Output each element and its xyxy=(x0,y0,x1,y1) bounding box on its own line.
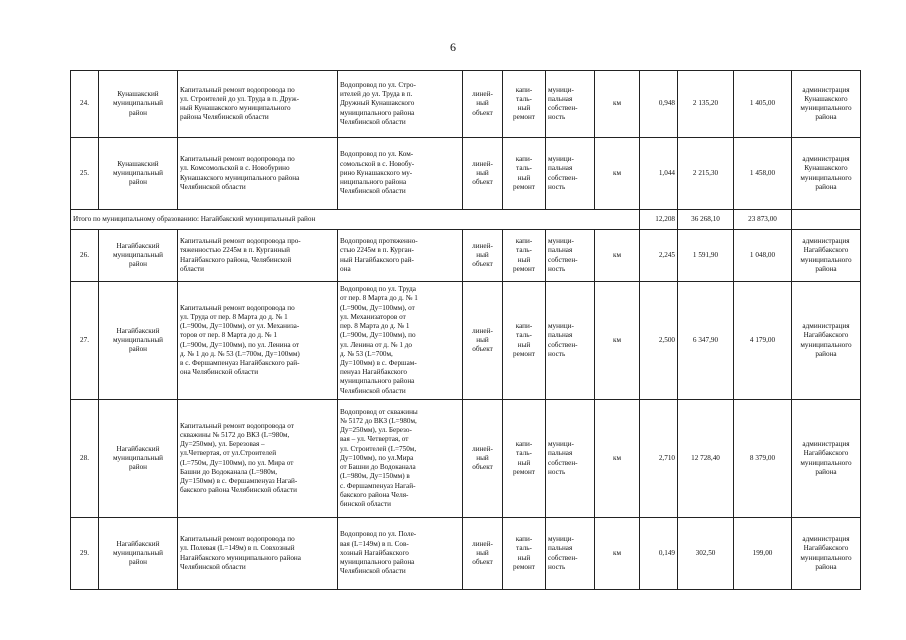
cost-budget-cell: 1 405,00 xyxy=(734,71,792,138)
cost-total-cell: 12 728,40 xyxy=(678,400,734,518)
unit-cell: км xyxy=(595,71,640,138)
unit-cell: км xyxy=(595,230,640,282)
object-type-cell: линей- ный объект xyxy=(463,138,503,210)
table-row xyxy=(71,71,861,138)
municipality-cell: Кунашакский муниципальный район xyxy=(99,138,178,210)
ownership-cell: муници- пальная собствен- ность xyxy=(546,400,595,518)
object-type-cell: линей- ный объект xyxy=(463,71,503,138)
unit-cell: км xyxy=(595,400,640,518)
customer-cell: администрация Кунашакского муниципального района xyxy=(792,138,861,210)
subtotal-empty xyxy=(792,210,861,230)
ownership-cell: муници- пальная собствен- ность xyxy=(546,230,595,282)
municipality-cell: Нагайбакский муниципальный район xyxy=(99,400,178,518)
ownership-cell: муници- пальная собствен- ность xyxy=(546,518,595,590)
row-number: 29. xyxy=(71,518,99,590)
object-name-cell: Водопровод от скважины № 5172 до ВКЗ (L=980м, Ду=250мм), ул. Березо- вая – ул. Четвертая, от ул. Строителей (L=750м, Ду=100мм), по ул.Мира от Башни до Водоканала (L=980м, Ду=150мм) в с. Фершампенуаз Нагай- бакского района Челя- бинской области xyxy=(338,400,463,518)
municipality-cell: Нагайбакский муниципальный район xyxy=(99,518,178,590)
subtotal-row xyxy=(71,210,861,230)
object-type-cell: линей- ный объект xyxy=(463,518,503,590)
object-name-cell: Водопровод протяженно- стью 2245м в п. Курган- ный Нагайбакского рай- она xyxy=(338,230,463,282)
length-cell: 2,500 xyxy=(640,282,678,400)
customer-cell: администрация Кунашакского муниципального района xyxy=(792,71,861,138)
cost-total-cell: 6 347,90 xyxy=(678,282,734,400)
object-name-cell: Водопровод по ул. Стро- ителей до ул. Труда в п. Дружный Кунашакского муниципального района Челябинской области xyxy=(338,71,463,138)
work-description-cell: Капитальный ремонт водопровода по ул. Комсомольской в с. Новобурино Кунашакского муниципального района Челябинской области xyxy=(178,138,338,210)
municipality-cell: Кунашакский муниципальный район xyxy=(99,71,178,138)
work-description-cell: Капитальный ремонт водопровода про- тяженностью 2245м в п. Курганный Нагайбакского района, Челябинской области xyxy=(178,230,338,282)
subtotal-length: 12,208 xyxy=(640,210,678,230)
work-description-cell: Капитальный ремонт водопровода по ул. Труда от пер. 8 Марта до д. № 1 (L=900м, Ду=100мм), от ул. Механиза- торов от пер. 8 Марта до д. № 1 (L=900м, Ду=100мм), по ул. Ленина от д. № 1 до д. № 53 (L=700м, Ду=100мм) в с. Фершампенуаз Нагайбакского рай- она Челябинской области xyxy=(178,282,338,400)
municipality-cell: Нагайбакский муниципальный район xyxy=(99,230,178,282)
work-type-cell: капи- таль- ный ремонт xyxy=(503,230,546,282)
cost-budget-cell: 199,00 xyxy=(734,518,792,590)
length-cell: 2,710 xyxy=(640,400,678,518)
work-description-cell: Капитальный ремонт водопровода по ул. Строителей до ул. Труда в п. Друж- ный Кунашакского муниципального района Челябинской области xyxy=(178,71,338,138)
table-row xyxy=(71,282,861,400)
length-cell: 2,245 xyxy=(640,230,678,282)
object-name-cell: Водопровод по ул. Труда от пер. 8 Марта до д. № 1 (L=900м, Ду=100мм), от ул. Механизаторов от пер. 8 Марта до д. № 1 (L=900м, Ду=100мм), по ул. Ленина от д. № 1 до д. № 53 (L=700м, Ду=100мм) в с. Фершам- пенуаз Нагайбакского муниципального района Челябинской области xyxy=(338,282,463,400)
row-number: 24. xyxy=(71,71,99,138)
cost-total-cell: 1 591,90 xyxy=(678,230,734,282)
table-row xyxy=(71,230,861,282)
ownership-cell: муници- пальная собствен- ность xyxy=(546,138,595,210)
object-type-cell: линей- ный объект xyxy=(463,400,503,518)
cost-budget-cell: 1 458,00 xyxy=(734,138,792,210)
row-number: 26. xyxy=(71,230,99,282)
unit-cell: км xyxy=(595,518,640,590)
object-name-cell: Водопровод по ул. Ком- сомольской в с. Новобу- рино Кунашакского му- ниципального района Челябинской области xyxy=(338,138,463,210)
page-number: 6 xyxy=(450,40,456,54)
unit-cell: км xyxy=(595,138,640,210)
objects-table xyxy=(70,70,861,590)
work-description-cell: Капитальный ремонт водопровода от скважины № 5172 до ВКЗ (L=980м, Ду=250мм), ул. Березовая – ул.Четвертая, от ул.Строителей (L=750м, Ду=100мм), по ул. Мира от Башни до Водоканала (L=980м, Ду=150мм) в с. Фершампенуаз Нагай- бакского района Челябинской области xyxy=(178,400,338,518)
row-number: 27. xyxy=(71,282,99,400)
subtotal-cost-budget: 23 873,00 xyxy=(734,210,792,230)
work-type-cell: капи- таль- ный ремонт xyxy=(503,282,546,400)
length-cell: 0,149 xyxy=(640,518,678,590)
cost-budget-cell: 1 048,00 xyxy=(734,230,792,282)
cost-total-cell: 2 215,30 xyxy=(678,138,734,210)
customer-cell: администрация Нагайбакского муниципального района xyxy=(792,518,861,590)
customer-cell: администрация Нагайбакского муниципального района xyxy=(792,400,861,518)
cost-budget-cell: 4 179,00 xyxy=(734,282,792,400)
table-row xyxy=(71,518,861,590)
subtotal-cost-total: 36 268,10 xyxy=(678,210,734,230)
subtotal-label: Итого по муниципальному образованию: Нагайбакский муниципальный район xyxy=(71,210,640,230)
row-number: 25. xyxy=(71,138,99,210)
work-type-cell: капи- таль- ный ремонт xyxy=(503,138,546,210)
ownership-cell: муници- пальная собствен- ность xyxy=(546,71,595,138)
cost-budget-cell: 8 379,00 xyxy=(734,400,792,518)
ownership-cell: муници- пальная собствен- ность xyxy=(546,282,595,400)
cost-total-cell: 2 135,20 xyxy=(678,71,734,138)
length-cell: 0,948 xyxy=(640,71,678,138)
length-cell: 1,044 xyxy=(640,138,678,210)
object-name-cell: Водопровод по ул. Поле- вая (L=149м) в п. Сов- хозный Нагайбакского муниципального района Челябинской области xyxy=(338,518,463,590)
object-type-cell: линей- ный объект xyxy=(463,282,503,400)
object-type-cell: линей- ный объект xyxy=(463,230,503,282)
work-description-cell: Капитальный ремонт водопровода по ул. Полевая (L=149м) в п. Совхозный Нагайбакского муниципального района Челябинской области xyxy=(178,518,338,590)
cost-total-cell: 302,50 xyxy=(678,518,734,590)
customer-cell: администрация Нагайбакского муниципального района xyxy=(792,230,861,282)
work-type-cell: капи- таль- ный ремонт xyxy=(503,400,546,518)
table-row xyxy=(71,138,861,210)
unit-cell: км xyxy=(595,282,640,400)
municipality-cell: Нагайбакский муниципальный район xyxy=(99,282,178,400)
work-type-cell: капи- таль- ный ремонт xyxy=(503,518,546,590)
work-type-cell: капи- таль- ный ремонт xyxy=(503,71,546,138)
customer-cell: администрация Нагайбакского муниципального района xyxy=(792,282,861,400)
table-row xyxy=(71,400,861,518)
row-number: 28. xyxy=(71,400,99,518)
